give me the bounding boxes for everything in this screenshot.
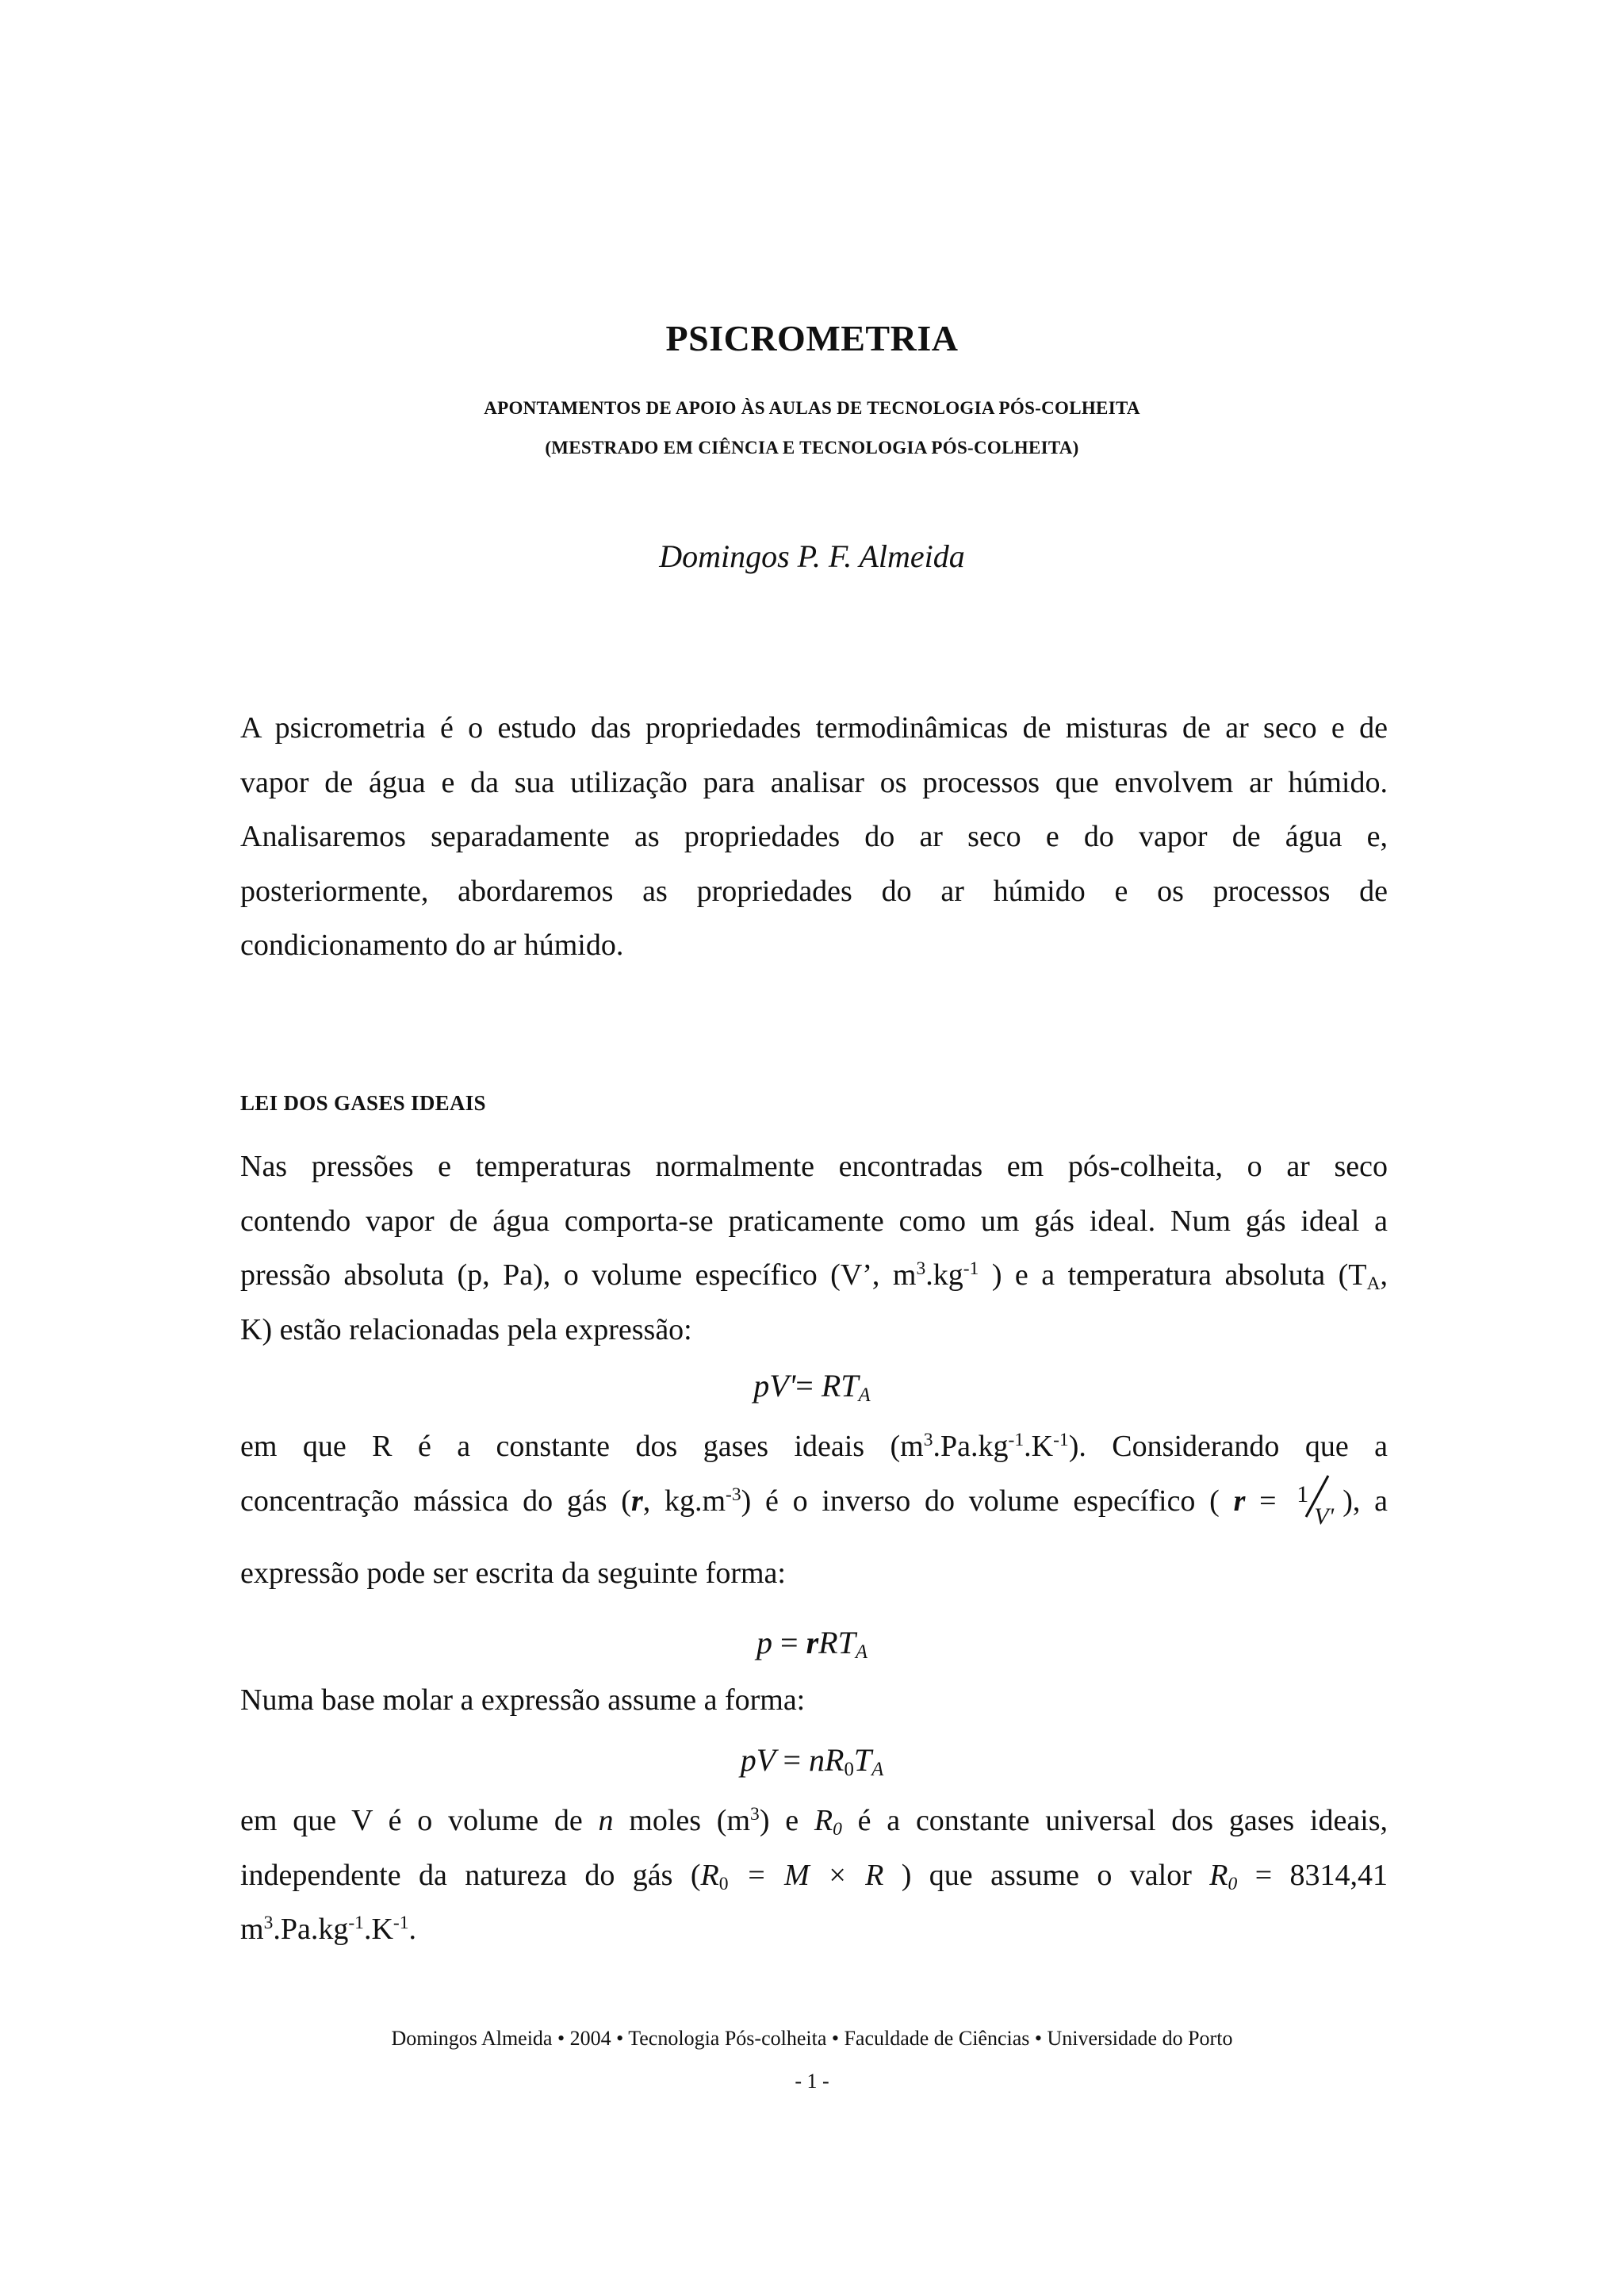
intro-line: vapor de água e da sua utilização para analisar os processos que envolvem ar húmido.	[240, 765, 1388, 799]
intro-line: A psicrometria é o estudo das propriedades termodinâmicas de misturas de ar seco e de	[240, 711, 1388, 745]
page-number: - 1 -	[795, 2070, 829, 2093]
equation-ideal-gas-molar: pV = $nR_0T_A$	[740, 1742, 884, 1781]
section-paragraph-4	[240, 1794, 1388, 1957]
paragraph-line: independente da natureza do gás ($R_0 = M \times R$ ) que assume o valor $R_0 = 8314,41$	[240, 1858, 1388, 1894]
paragraph-line: concentração mássica do gás (r, $kg.m^{-3}$) é o inverso do volume específico ( r = 1 V' ), a	[240, 1474, 1388, 1529]
paragraph-line: em que V é o volume de n moles $(m^3)$ e $R_0$ é a constante universal dos gases ideais,	[240, 1804, 1388, 1840]
document-subtitle-line2: (MESTRADO EM CIÊNCIA E TECNOLOGIA PÓS-COLHEITA)	[545, 438, 1079, 458]
paragraph-line: pressão absoluta (p, Pa), o volume específico (V’, $m^3.kg^{-1}$ ) e a temperatura absoluta ($T_A$,	[240, 1258, 1388, 1294]
fraction-one-over-v: 1 V'	[1290, 1479, 1342, 1517]
paragraph-line: $m^3.Pa.kg^{-1}.K^{-1}$.	[240, 1913, 417, 1946]
document-author: Domingos P. F. Almeida	[659, 538, 965, 574]
paragraph-line: expressão pode ser escrita da seguinte forma:	[240, 1557, 786, 1590]
equation-ideal-gas-density: p = rRT$_A$	[756, 1625, 868, 1664]
section-paragraph-1	[240, 1139, 1388, 1357]
paragraph-line: K) estão relacionadas pela expressão:	[240, 1312, 692, 1346]
intro-line: posteriormente, abordaremos as propriedades do ar húmido e os processos de	[240, 874, 1388, 908]
rho-symbol: r	[1233, 1484, 1246, 1518]
section-paragraph-2	[240, 1419, 1388, 1528]
intro-paragraph	[240, 701, 1388, 973]
equation-ideal-gas-specific-volume: $pV'= RT_A$	[753, 1368, 871, 1407]
page-footer: Domingos Almeida • 2004 • Tecnologia Pós-colheita • Faculdade de Ciências • Universidade do Porto	[391, 2027, 1233, 2050]
paragraph-line: contendo vapor de água comporta-se praticamente como um gás ideal. Num gás ideal a	[240, 1204, 1388, 1238]
section-paragraph-2b	[240, 1546, 1388, 1601]
paragraph-line: em que R é a constante dos gases ideais $(m^3.Pa.kg^{-1}.K^{-1})$. Considerando que a	[240, 1430, 1388, 1463]
section-paragraph-3	[240, 1673, 1388, 1728]
intro-line: Analisaremos separadamente as propriedades do ar seco e do vapor de água e,	[240, 820, 1388, 853]
rho-symbol: r	[630, 1484, 643, 1518]
intro-line: condicionamento do ar húmido.	[240, 929, 624, 962]
document-subtitle-line1: APONTAMENTOS DE APOIO ÀS AULAS DE TECNOLOGIA PÓS-COLHEITA	[484, 398, 1140, 418]
paragraph-line: Nas pressões e temperaturas normalmente encontradas em pós-colheita, o ar seco	[240, 1150, 1388, 1183]
paragraph-line: Numa base molar a expressão assume a forma:	[240, 1683, 806, 1717]
section-heading: LEI DOS GASES IDEAIS	[240, 1091, 486, 1115]
document-title: PSICROMETRIA	[665, 318, 959, 358]
